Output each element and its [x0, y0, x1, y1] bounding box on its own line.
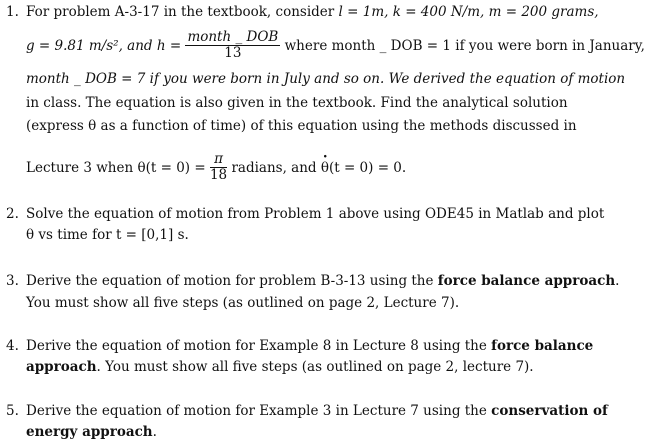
theta-dot: · θ(t = 0) = 0. [321, 159, 406, 177]
problem-2-line-2: θ vs time for t = [0,1] s. [26, 227, 189, 243]
problem-1-line-2: g = 9.81 m/s², and h = $\frac{\text{month \_ DOB}}{13}$ where month _ DOB = 1 if you were born in January, [26, 29, 645, 61]
problem-3-line-1: Derive the equation of motion for problem B-3-13 using the force balance approach. [26, 273, 620, 289]
problem-5-number: 5. [6, 403, 19, 419]
h-fraction: $\frac{\text{month \_ DOB}}{13}$ [187, 29, 279, 61]
problem-1-number: 1. [6, 4, 19, 20]
problem-4-line-1: Derive the equation of motion for Example 8 in Lecture 8 using the force balance [26, 338, 594, 354]
problem-2-number: 2. [6, 206, 19, 222]
problem-5-line-1: Derive the equation of motion for Example 3 in Lecture 7 using the conservation of [26, 403, 608, 419]
problem-1-line-5: (express θ as a function of time) of this equation using the methods discussed in [26, 118, 577, 134]
problem-1-line-3: month _ DOB = 7 if you were born in July and so on. We derived the equation of motion [26, 71, 626, 87]
problem-3-line-2: You must show all five steps (as outlined on page 2, Lecture 7). [26, 295, 460, 311]
problem-1-line-1: For problem A-3-17 in the textbook, consider l = 1m, k = 400 N/m, m = 200 grams, [26, 4, 599, 20]
problem-2-line-1: Solve the equation of motion from Problem 1 above using ODE45 in Matlab and plot [26, 206, 605, 222]
problem-4-line-2: approach. You must show all five steps (as outlined on page 2, lecture 7). [26, 359, 534, 375]
problem-5-line-2: energy approach. [26, 424, 157, 440]
problem-3-number: 3. [6, 273, 19, 289]
problem-1-line-4: in class. The equation is also given in the textbook. Find the analytical solution [26, 95, 568, 111]
problem-1-line-6: Lecture 3 when θ(t = 0) = $\frac{\pi}{18}$ radians, and · θ(t = 0) = 0. [26, 153, 406, 184]
problem-4-number: 4. [6, 338, 19, 354]
pi-fraction: $\frac{\pi}{18}$ [209, 151, 228, 183]
